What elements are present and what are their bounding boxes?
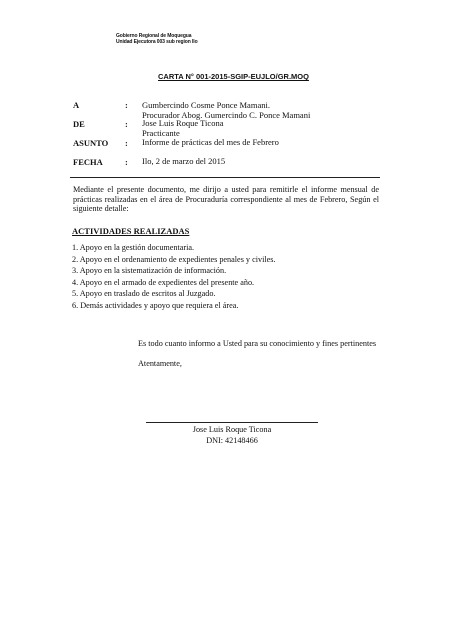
field-label-subject: ASUNTO	[73, 138, 109, 148]
field-value-subject: Informe de prácticas del mes de Febrero	[142, 137, 279, 147]
sender-role: Practicante	[142, 128, 180, 138]
header-divider	[70, 177, 380, 178]
activities-list	[72, 242, 276, 312]
organization-header	[116, 33, 198, 45]
field-colon: :	[125, 157, 128, 167]
list-item: 4. Apoyo en el armado de expedientes del presente año.	[72, 277, 255, 287]
field-colon: :	[125, 138, 128, 148]
list-item: 6. Demás actividades y apoyo que requiera el área.	[72, 300, 239, 310]
recipient-name: Gumbercindo Cosme Ponce Mamani.	[142, 100, 270, 110]
organization-name: Gobierno Regional de Moquegua	[116, 33, 192, 39]
signer-dni: DNI: 42148466	[206, 435, 258, 445]
executing-unit-name: Unidad Ejecutora 003 sub region Ilo	[116, 39, 198, 45]
field-label-to: A	[73, 100, 80, 110]
activities-heading: ACTIVIDADES REALIZADAS	[72, 226, 190, 236]
list-item: 2. Apoyo en el ordenamiento de expedientes penales y civiles.	[72, 254, 276, 264]
signature-line	[146, 422, 318, 423]
signer-name: Jose Luis Roque Ticona	[192, 425, 272, 434]
list-item: 1. Apoyo en la gestión documentaria.	[72, 243, 195, 252]
field-value-date: Ilo, 2 de marzo del 2015	[142, 156, 226, 166]
field-value-from	[142, 118, 223, 138]
sender-name: Jose Luis Roque Ticona	[142, 118, 224, 128]
signature-block	[146, 425, 318, 446]
field-colon: :	[125, 100, 128, 110]
field-colon: :	[125, 119, 128, 129]
list-item: 3. Apoyo en la sistematización de información.	[72, 266, 227, 276]
intro-paragraph: Mediante el presente documento, me dirijo a usted para remitirle el informe mensual de prácticas realizadas en el área de Procuraduría correspondiente al mes de Febrero, Según el siguiente detalle:	[73, 185, 379, 213]
field-label-from: DE	[73, 119, 85, 129]
list-item: 5. Apoyo en traslado de escritos al Juzgado.	[72, 289, 216, 299]
field-value-to	[142, 100, 310, 120]
field-label-date: FECHA	[73, 157, 103, 167]
salutation: Atentamente,	[138, 359, 182, 368]
letter-title: CARTA N° 001-2015-SGIP-EUJLO/GR.MOQ	[158, 72, 309, 81]
closing-sentence: Es todo cuanto informo a Usted para su conocimiento y fines pertinentes	[138, 339, 377, 348]
recipient-title: Procurador Abog. Gumercindo C. Ponce Mamani	[142, 110, 311, 120]
